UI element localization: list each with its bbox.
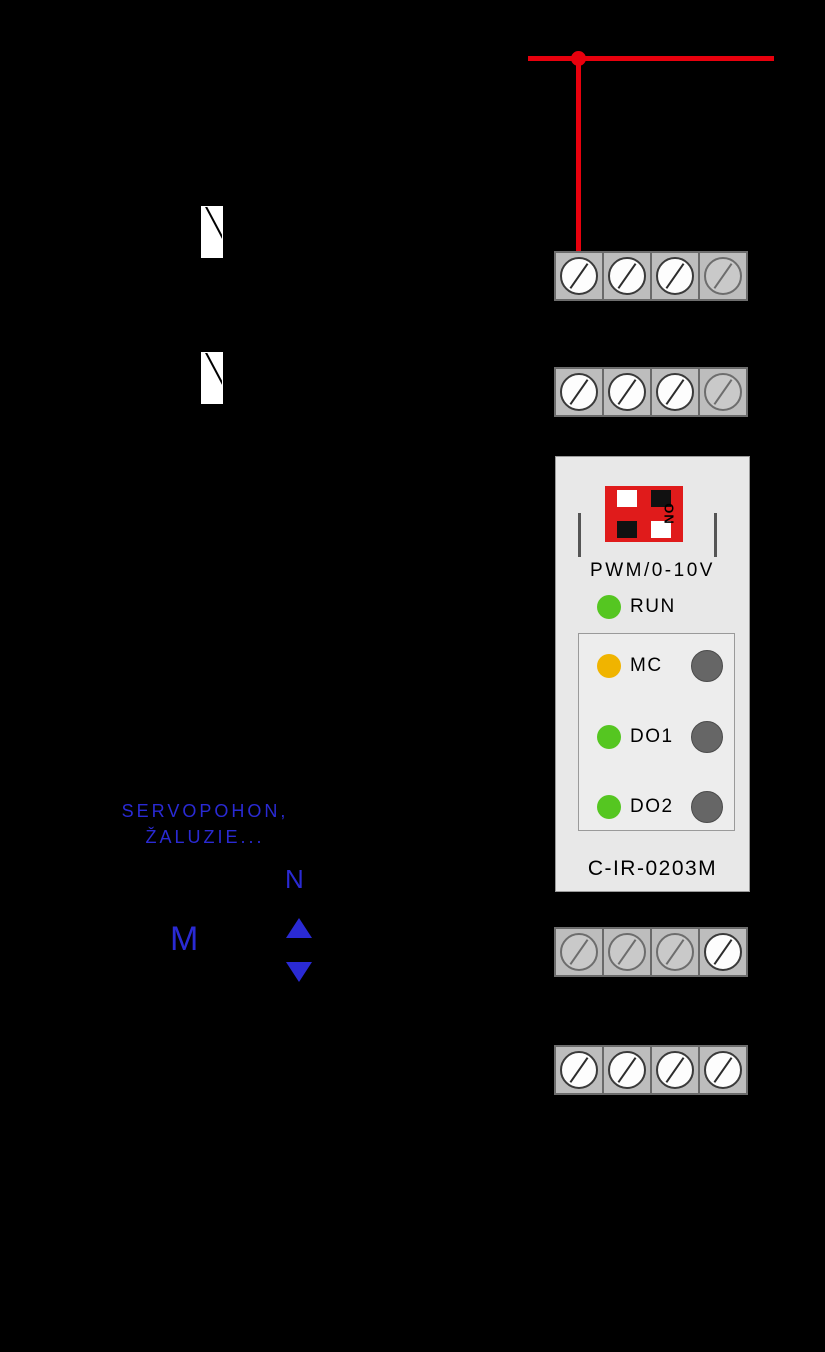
- terminal[interactable]: [651, 1046, 699, 1094]
- dip-on-label: ON: [660, 503, 676, 525]
- terminal[interactable]: [555, 252, 603, 300]
- terminal[interactable]: [603, 1046, 651, 1094]
- terminal[interactable]: [555, 368, 603, 416]
- supply-wire-vertical: [576, 58, 581, 254]
- screw-icon: [704, 933, 742, 971]
- screw-icon: [656, 1051, 694, 1089]
- screw-icon: [608, 257, 646, 295]
- terminal[interactable]: [555, 928, 603, 976]
- screw-icon: [704, 1051, 742, 1089]
- terminal[interactable]: [699, 368, 747, 416]
- led-row-do1: [597, 721, 732, 753]
- do1-button[interactable]: [691, 721, 723, 753]
- screw-icon: [560, 1051, 598, 1089]
- screw-icon: [560, 933, 598, 971]
- screw-icon: [608, 373, 646, 411]
- screw-icon: [704, 257, 742, 295]
- terminal-block-second: [554, 367, 748, 417]
- screw-icon: [560, 257, 598, 295]
- screw-icon: [560, 373, 598, 411]
- terminal[interactable]: [603, 928, 651, 976]
- terminal[interactable]: [651, 368, 699, 416]
- mc-led-icon: [597, 654, 621, 678]
- terminal[interactable]: [555, 1046, 603, 1094]
- terminal[interactable]: [603, 252, 651, 300]
- screw-icon: [608, 1051, 646, 1089]
- bracket-left: [578, 513, 581, 557]
- terminal[interactable]: [699, 1046, 747, 1094]
- run-led-icon: [597, 595, 621, 619]
- terminal-block-top: [554, 251, 748, 301]
- dip-switch-1[interactable]: [617, 490, 637, 538]
- mc-button[interactable]: [691, 650, 723, 682]
- up-arrow-icon: [286, 918, 312, 938]
- do2-button[interactable]: [691, 791, 723, 823]
- motor-caption-line2: ŽALUZIE...: [145, 827, 265, 847]
- led-row-do2: [597, 791, 732, 823]
- neutral-label: N: [285, 864, 305, 894]
- mc-led-label: MC: [630, 655, 663, 676]
- relay-contact-1: [201, 206, 223, 258]
- do2-led-icon: [597, 795, 621, 819]
- do2-led-label: DO2: [630, 796, 674, 817]
- dip-switch[interactable]: [605, 486, 683, 542]
- motor-caption: [105, 798, 305, 850]
- dip-caption: PWM/0-10V: [590, 560, 715, 581]
- bracket-right: [714, 513, 717, 557]
- terminal[interactable]: [699, 928, 747, 976]
- do1-led-label: DO1: [630, 726, 674, 747]
- do1-led-icon: [597, 725, 621, 749]
- screw-icon: [656, 373, 694, 411]
- device-model-label: C-IR-0203M: [587, 857, 718, 880]
- terminal-block-third: [554, 927, 748, 977]
- run-led-label: RUN: [630, 596, 676, 617]
- terminal[interactable]: [603, 368, 651, 416]
- motor-caption-line1: SERVOPOHON,: [121, 801, 289, 821]
- screw-icon: [608, 933, 646, 971]
- terminal[interactable]: [699, 252, 747, 300]
- terminal[interactable]: [651, 928, 699, 976]
- terminal-block-bottom: [554, 1045, 748, 1095]
- down-arrow-icon: [286, 962, 312, 982]
- screw-icon: [656, 933, 694, 971]
- terminal[interactable]: [651, 252, 699, 300]
- screw-icon: [704, 373, 742, 411]
- supply-wire-horizontal: [528, 56, 774, 61]
- screw-icon: [656, 257, 694, 295]
- motor-label: M: [170, 920, 200, 958]
- device-module-body: [555, 456, 750, 892]
- led-row-mc: [597, 650, 732, 682]
- dip-cell-off: [617, 521, 637, 538]
- led-row-run: [597, 595, 676, 619]
- relay-contact-2: [201, 352, 223, 404]
- dip-cell-on: [617, 490, 637, 507]
